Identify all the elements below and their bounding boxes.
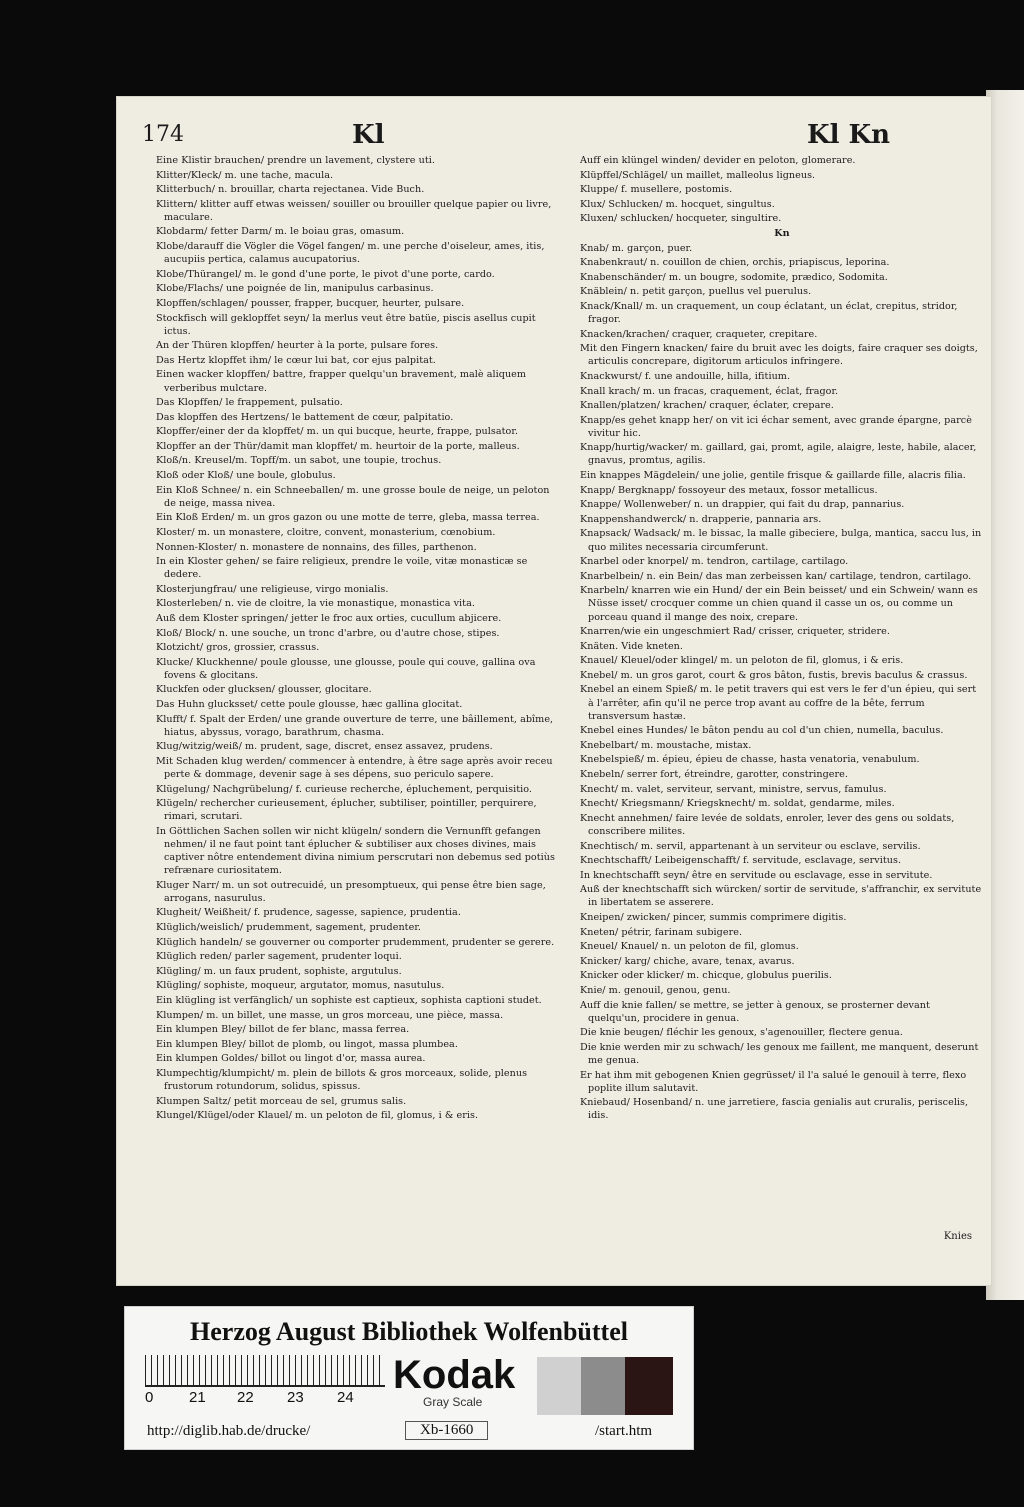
dictionary-entry: Die knie werden mir zu schwach/ les genoux me faillent, me manquent, deserunt me genua. [580,1041,979,1066]
dictionary-entry: Klobe/darauff die Vögler die Vögel fangen/ m. une perche d'oiseleur, ames, itis, aucupiis pertica, calamus aucupatorius. [156,241,545,266]
dictionary-entry: Knallen/platzen/ krachen/ craquer, éclater, crepare. [580,400,834,412]
dictionary-entry: Kluger Narr/ m. un sot outrecuidé, un presomptueux, qui pense être bien sage, arrogans, nasurulus. [156,879,546,904]
dictionary-entry: Klüglich/weislich/ prudemment, sagement, prudenter. [156,922,421,934]
dictionary-entry: Klittern/ klitter auff etwas weissen/ souiller ou brouiller quelque papier ou livre, maculare. [156,198,552,223]
dictionary-entry: Klungel/Klügel/oder Klauel/ m. un peloton de fil, glomus, i & eris. [156,1110,479,1122]
dictionary-entry: Knebel/ m. un gros garot, court & gros bâton, fustis, brevis baculus & crassus. [580,669,968,681]
dictionary-entry: Klitterbuch/ n. brouillar, charta rejectanea. Vide Buch. [156,184,425,196]
dictionary-entry: Knebelspieß/ m. épieu, épieu de chasse, hasta venatoria, venabulum. [580,754,920,766]
ruler-number: 22 [237,1389,254,1406]
dictionary-entry: Klüglich handeln/ se gouverner ou comporter prudemment, prudenter se gerere. [156,936,555,948]
ruler-numbers [139,1389,399,1405]
dark-swatch [625,1357,673,1415]
dictionary-entry: Knabenkraut/ n. couillon de chien, orchis, priapiscus, leporina. [580,257,890,269]
dictionary-entry: Klug/witzig/weiß/ m. prudent, sage, discret, ensez assavez, prudens. [156,741,493,753]
dictionary-entry: Klucke/ Kluckhenne/ poule glousse, une glousse, poule qui couve, gallina ova fovens & glocitans. [156,656,536,681]
dictionary-entry: Die knie beugen/ fléchir les genoux, s'agenouiller, flectere genua. [580,1027,903,1039]
page-number: 174 [142,122,184,147]
dictionary-entry: Mit Schaden klug werden/ commencer à entendre, à être sage après avoir receu perte & dommage, devenir sage à ses dépens, suo periculo sapere. [156,755,553,781]
dictionary-entry: Kloß/ Block/ n. une souche, un tronc d'arbre, ou d'autre chose, stipes. [156,627,500,639]
dictionary-entry: Knebelbart/ m. moustache, mistax. [580,739,752,751]
dictionary-entry: Ein klügling ist verfänglich/ un sophiste est captieux, sophista captioni studet. [156,995,542,1007]
url-right[interactable]: /start.htm [595,1423,653,1439]
dictionary-entry: Knall krach/ m. un fracas, craquement, éclat, fragor. [580,385,839,397]
dictionary-entry: Klobdarm/ fetter Darm/ m. le boiau gras, omasum. [156,226,405,238]
dictionary-entry: Ein klumpen Bley/ billot de fer blanc, massa ferrea. [156,1024,410,1036]
color-target-card [124,1306,694,1450]
dictionary-entry: Knab/ m. garçon, puer. [580,242,693,254]
dictionary-entry: Kloß/n. Kreusel/m. Topff/m. un sabot, une toupie, trochus. [156,455,442,467]
dictionary-entry: Klügelung/ Nachgrübelung/ f. curieuse recherche, épluchement, perquisitio. [156,783,533,795]
dictionary-entry: Ein Kloß Erden/ m. un gros gazon ou une motte de terre, gleba, massa terrea. [156,512,540,524]
dictionary-entry: Das Klopffen/ le frappement, pulsatio. [156,397,343,409]
dictionary-entry: Knecht/ Kriegsmann/ Kriegsknecht/ m. soldat, gendarme, miles. [580,798,895,810]
dictionary-entry: Kloß oder Kloß/ une boule, globulus. [156,470,336,482]
dictionary-entry: Auff ein klüngel winden/ devider en peloton, glomerare. [580,155,856,166]
dictionary-entry: Knappe/ Wollenweber/ n. un drappier, qui fait du drap, pannarius. [580,499,905,511]
library-name: Herzog August Bibliothek Wolfenbüttel [190,1317,628,1346]
dictionary-entry: Er hat ihm mit gebogenen Knien gegrüsset/ il l'a salué le genouil à terre, flexo poplite illum salutavit. [580,1069,967,1094]
dictionary-entry: Knicker oder klicker/ m. chicque, globulus puerilis. [580,970,832,982]
dictionary-entry: Auff die knie fallen/ se mettre, se jetter à genoux, se prosterner devant quelqu'un, procidere in genua. [580,999,930,1024]
gray-scale-label: Gray Scale [423,1395,483,1409]
dictionary-entry: Kluppe/ f. musellere, postomis. [580,184,733,196]
dictionary-entry: Knacken/krachen/ craquer, craqueter, crepitare. [580,328,818,340]
dictionary-entry: An der Thüren klopffen/ heurter à la porte, pulsare fores. [156,340,439,352]
dictionary-entry: Knechtisch/ m. servil, appartenant à un serviteur ou esclave, servilis. [580,840,921,852]
dictionary-entry: Knack/Knall/ m. un craquement, un coup éclatant, un éclat, crepitus, stridor, fragor. [580,300,958,326]
dictionary-entry: Knarbel oder knorpel/ m. tendron, cartilage, cartilago. [580,556,849,568]
dictionary-entry: Knarbeln/ knarren wie ein Hund/ der ein Bein beisset/ und ein Schwein/ wann es Nüsse isset/ crocquer comme un chien quand il casse un os, ou comme un porceau quand il mange des noix, crepare. [580,585,978,623]
dictionary-entry: Kneten/ pétrir, farinam subigere. [580,926,743,938]
header-left-guide: Kl [352,120,385,150]
dictionary-entry: Nonnen-Kloster/ n. monastere de nonnains, des filles, parthenon. [156,541,477,553]
dictionary-entry: Knapp/es gehet knapp her/ on vit ici échar sement, avec grande épargne, parcè vivitur hic. [580,414,972,439]
dictionary-entry: In Göttlichen Sachen sollen wir nicht klügeln/ sondern die Vernunfft gefangen nehmen/ il ne faut point tant éplucher & subtiliser aux choses divines, mais captiver nôtre entendement divina nimium perscrutari non debemus sed potiùs refrænare curiositatem. [156,825,555,877]
dictionary-entry: Knabenschänder/ m. un bougre, sodomite, prædico, Sodomita. [580,271,888,283]
dictionary-entry: Kloster/ m. un monastere, cloitre, convent, monasterium, cœnobium. [156,526,496,538]
dictionary-entry: Knecht annehmen/ faire levée de soldats, enroler, lever des gens ou soldats, conscribere milites. [580,812,955,837]
dictionary-entry: Klumpechtig/klumpicht/ m. plein de billots & gros morceaux, solide, plenus frustorum rotundorum, solidus, spissus. [156,1068,528,1093]
dictionary-entry: Knauel/ Kleuel/oder klingel/ m. un peloton de fil, glomus, i & eris. [580,655,904,667]
dictionary-entry: Klopffer an der Thür/damit man klopffet/ m. heurtoir de la porte, malleus. [156,440,520,452]
dictionary-entry: Knebel an einem Spieß/ m. le petit travers qui est vers le fer d'un épieu, qui sert à l'arrêter, afin qu'il ne perce trop avant au coffre de la bête, ferrum transversum hastæ. [580,684,977,722]
dictionary-entry: Klotzicht/ gros, grossier, crassus. [156,642,320,654]
dictionary-entry: Klumpen/ m. un billet, une masse, un gros morceau, une pièce, massa. [156,1009,504,1021]
dictionary-entry: Eine Klistir brauchen/ prendre un lavement, clystere uti. [156,155,435,166]
ruler-scale [145,1355,385,1387]
section-heading: Kn [774,227,790,239]
dictionary-entry: Ein klumpen Goldes/ billot ou lingot d'or, massa aurea. [156,1053,426,1065]
dictionary-entry: Knackwurst/ f. une andouille, hilla, ifitium. [580,370,791,382]
dictionary-entry: Klügeln/ rechercher curieusement, éplucher, subtiliser, pointiller, perquirere, rimari, scrutari. [156,798,537,823]
light-swatch [537,1357,581,1415]
dictionary-entry: Mit den Fingern knacken/ faire du bruit avec les doigts, faire craquer ses doigts, articulis concrepare, digitorum articulos infringere. [580,343,978,368]
ruler-number: 21 [189,1389,206,1406]
ruler-number: 0 [145,1389,154,1406]
dictionary-entry: Klobe/Thürangel/ m. le gond d'une porte, le pivot d'une porte, cardo. [156,268,495,280]
dictionary-entry: Klufft/ f. Spalt der Erden/ une grande ouverture de terre, une bâillement, abîme, hiatus, abyssus, vorago, barathrum, chasma. [156,713,554,738]
dictionary-entry: In knechtschafft seyn/ être en servitude ou esclavage, esse in servitute. [580,869,933,881]
dictionary-entry: Knebel eines Hundes/ le bâton pendu au col d'un chien, numella, baculus. [580,725,944,737]
dictionary-entry: Klosterleben/ n. vie de cloitre, la vie monastique, monastica vita. [156,598,475,610]
dictionary-entry: Knicker/ karg/ chiche, avare, tenax, avarus. [580,955,795,967]
dictionary-entry: Knapp/hurtig/wacker/ m. gaillard, gai, promt, agile, alaigre, leste, habile, alacer, gnavus, promtus, agilis. [580,442,977,467]
dictionary-entry: Klüglich reden/ parler sagement, prudenter loqui. [156,951,402,963]
dictionary-entry: Klugheit/ Weißheit/ f. prudence, sagesse, sapience, prudentia. [156,907,461,919]
dictionary-entry: Kluxen/ schlucken/ hocqueter, singultire. [580,213,782,225]
url-bar [125,1421,693,1443]
dictionary-entry: Knebeln/ serrer fort, étreindre, garotter, constringere. [580,769,848,781]
dictionary-entry: Knapsack/ Wadsack/ m. le bissac, la malle gibeciere, bulga, mantica, saccu lus, in quo milites necessaria circumferunt. [580,528,982,553]
dictionary-entry: Klux/ Schlucken/ m. hocquet, singultus. [580,198,775,210]
dictionary-entry: Ein knappes Mägdelein/ une jolie, gentile frisque & gaillarde fille, alacris filia. [580,470,966,482]
dictionary-entry: Kneuel/ Knauel/ n. un peloton de fil, glomus. [580,941,799,953]
left-column [156,154,560,1124]
dictionary-entry: Kluckfen oder glucksen/ glousser, glocitare. [156,684,372,696]
url-left[interactable]: http://diglib.hab.de/drucke/ [147,1423,311,1439]
dictionary-entry: Ein Kloß Schnee/ n. ein Schneeballen/ m. une grosse boule de neige, un peloton de neige, massa nivea. [156,484,550,509]
kodak-logo: Kodak [393,1353,516,1397]
dictionary-entry: Ein klumpen Bley/ billot de plomb, ou lingot, massa plumbea. [156,1038,458,1050]
dictionary-entry: Knarbelbein/ n. ein Bein/ das man zerbeissen kan/ cartilage, tendron, cartilago. [580,570,972,582]
dictionary-entry: Einen wacker klopffen/ battre, frapper quelqu'un bravement, malè aliquem verberibus mulctare. [156,369,527,394]
dictionary-entry: Das klopffen des Hertzens/ le battement de cœur, palpitatio. [156,411,454,423]
dictionary-entry: Klüpffel/Schlägel/ un maillet, malleolus ligneus. [580,169,816,181]
dictionary-entry: Klosterjungfrau/ une religieuse, virgo monialis. [156,583,389,595]
dictionary-entry: Klobe/Flachs/ une poignée de lin, manipulus carbasinus. [156,283,434,295]
dictionary-entry: Knarren/wie ein ungeschmiert Rad/ crisser, criqueter, stridere. [580,626,890,638]
dictionary-entry: Kniebaud/ Hosenband/ n. une jarretiere, fascia genialis aut cruralis, periscelis, idis. [580,1097,969,1122]
shelfmark: Xb-1660 [405,1421,488,1440]
dictionary-entry: Knie/ m. genouil, genou, genu. [580,984,731,996]
ruler-number: 23 [287,1389,304,1406]
ruler-number: 24 [337,1389,354,1406]
dictionary-entry: Klopffen/schlagen/ pousser, frapper, bucquer, heurter, pulsare. [156,297,465,309]
dictionary-entry: In ein Kloster gehen/ se faire religieux, prendre le voile, vitæ monasticæ se dedere. [156,556,528,581]
dictionary-entry: Kneipen/ zwicken/ pincer, summis comprimere digitis. [580,911,847,923]
dictionary-entry: Klügling/ m. un faux prudent, sophiste, argutulus. [156,965,402,977]
dictionary-entry: Klitter/Kleck/ m. une tache, macula. [156,169,334,181]
header-right-guide: Kl Kn [806,120,890,150]
dictionary-entry: Knechtschafft/ Leibeigenschafft/ f. servitude, esclavage, servitus. [580,855,902,867]
gray-swatch [581,1357,625,1415]
dictionary-entry: Klopffer/einer der da klopffet/ m. un qui bucque, heurte, frappe, pulsator. [156,426,519,438]
right-column [580,154,984,1124]
dictionary-entry: Das Huhn glucksset/ cette poule glousse, hæc gallina glocitat. [156,699,463,711]
dictionary-entry: Knecht/ m. valet, serviteur, servant, ministre, servus, famulus. [580,783,887,795]
dictionary-entry: Knappenshandwerck/ n. drapperie, pannaria ars. [580,513,822,525]
catchword: Knies [943,1231,972,1242]
scanned-page [116,96,992,1286]
dictionary-entry: Auß der knechtschafft sich würcken/ sortir de servitude, s'affranchir, ex servitute in libertatem se asserere. [580,884,982,909]
dictionary-entry: Knäblein/ n. petit garçon, puellus vel puerulus. [580,286,812,298]
dictionary-entry: Klügling/ sophiste, moqueur, argutator, momus, nasutulus. [156,980,445,992]
dictionary-entry: Stockfisch will geklopffet seyn/ la merlus veut être batüe, piscis asellus cupit ictus. [156,312,536,337]
dictionary-entry: Das Hertz klopffet ihm/ le cœur lui bat, cor ejus palpitat. [156,354,436,366]
dictionary-entry: Klumpen Saltz/ petit morceau de sel, grumus salis. [156,1095,407,1107]
dictionary-entry: Knäten. Vide kneten. [580,640,684,652]
dictionary-entry: Knapp/ Bergknapp/ fossoyeur des metaux, fossor metallicus. [580,484,878,496]
page-header [142,122,970,150]
dictionary-entry: Auß dem Kloster springen/ jetter le froc aux orties, cucullum abjicere. [156,613,502,624]
